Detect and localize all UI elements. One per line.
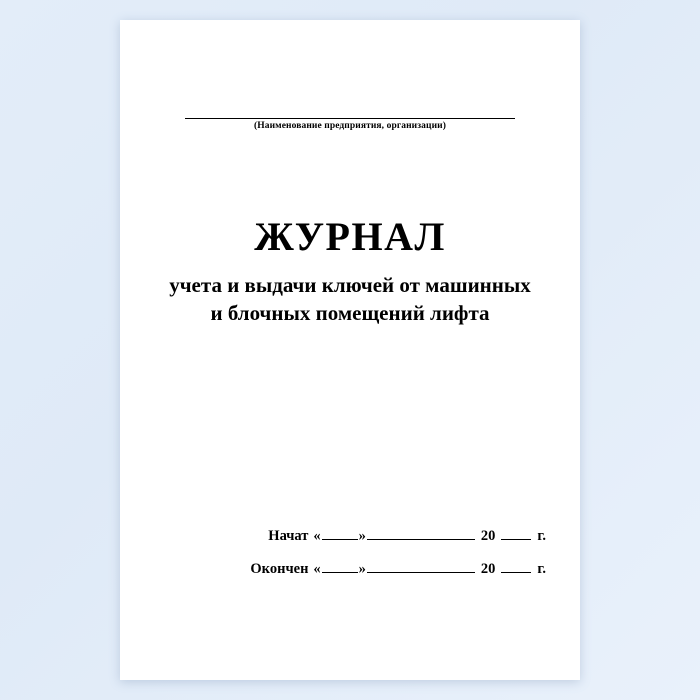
end-date-year-suffix: г.	[537, 561, 546, 577]
start-date-day-blank	[322, 539, 358, 540]
end-date-year-prefix: 20	[480, 561, 496, 577]
end-date-day-blank	[322, 572, 358, 573]
start-date-year-suffix: г.	[537, 528, 546, 544]
start-date-quote-open: «	[313, 528, 321, 544]
organization-name-blank-line	[185, 98, 515, 119]
end-date-quote-close: »	[358, 561, 366, 577]
document-subtitle	[120, 272, 580, 327]
end-date-row	[120, 561, 580, 578]
organization-name-block	[120, 98, 580, 131]
document-subtitle-line-2: и блочных помещений лифта	[210, 300, 490, 325]
document-subtitle-line-1: учета и выдачи ключей от машинных	[169, 273, 531, 297]
start-date-year-prefix: 20	[480, 528, 496, 544]
end-date-quote-open: «	[313, 561, 321, 577]
title-block	[120, 216, 580, 327]
start-date-quote-close: »	[358, 528, 366, 544]
start-date-month-blank	[367, 539, 475, 540]
end-date-label: Окончен	[250, 561, 309, 577]
end-date-year-blank	[501, 572, 531, 573]
dates-block	[120, 528, 580, 594]
organization-name-caption: (Наименование предприятия, организации)	[253, 121, 447, 131]
start-date-row	[120, 528, 580, 545]
document-title: ЖУРНАЛ	[254, 214, 446, 259]
start-date-year-blank	[501, 539, 531, 540]
start-date-label: Начат	[268, 528, 309, 544]
document-page	[120, 20, 580, 680]
end-date-month-blank	[367, 572, 475, 573]
